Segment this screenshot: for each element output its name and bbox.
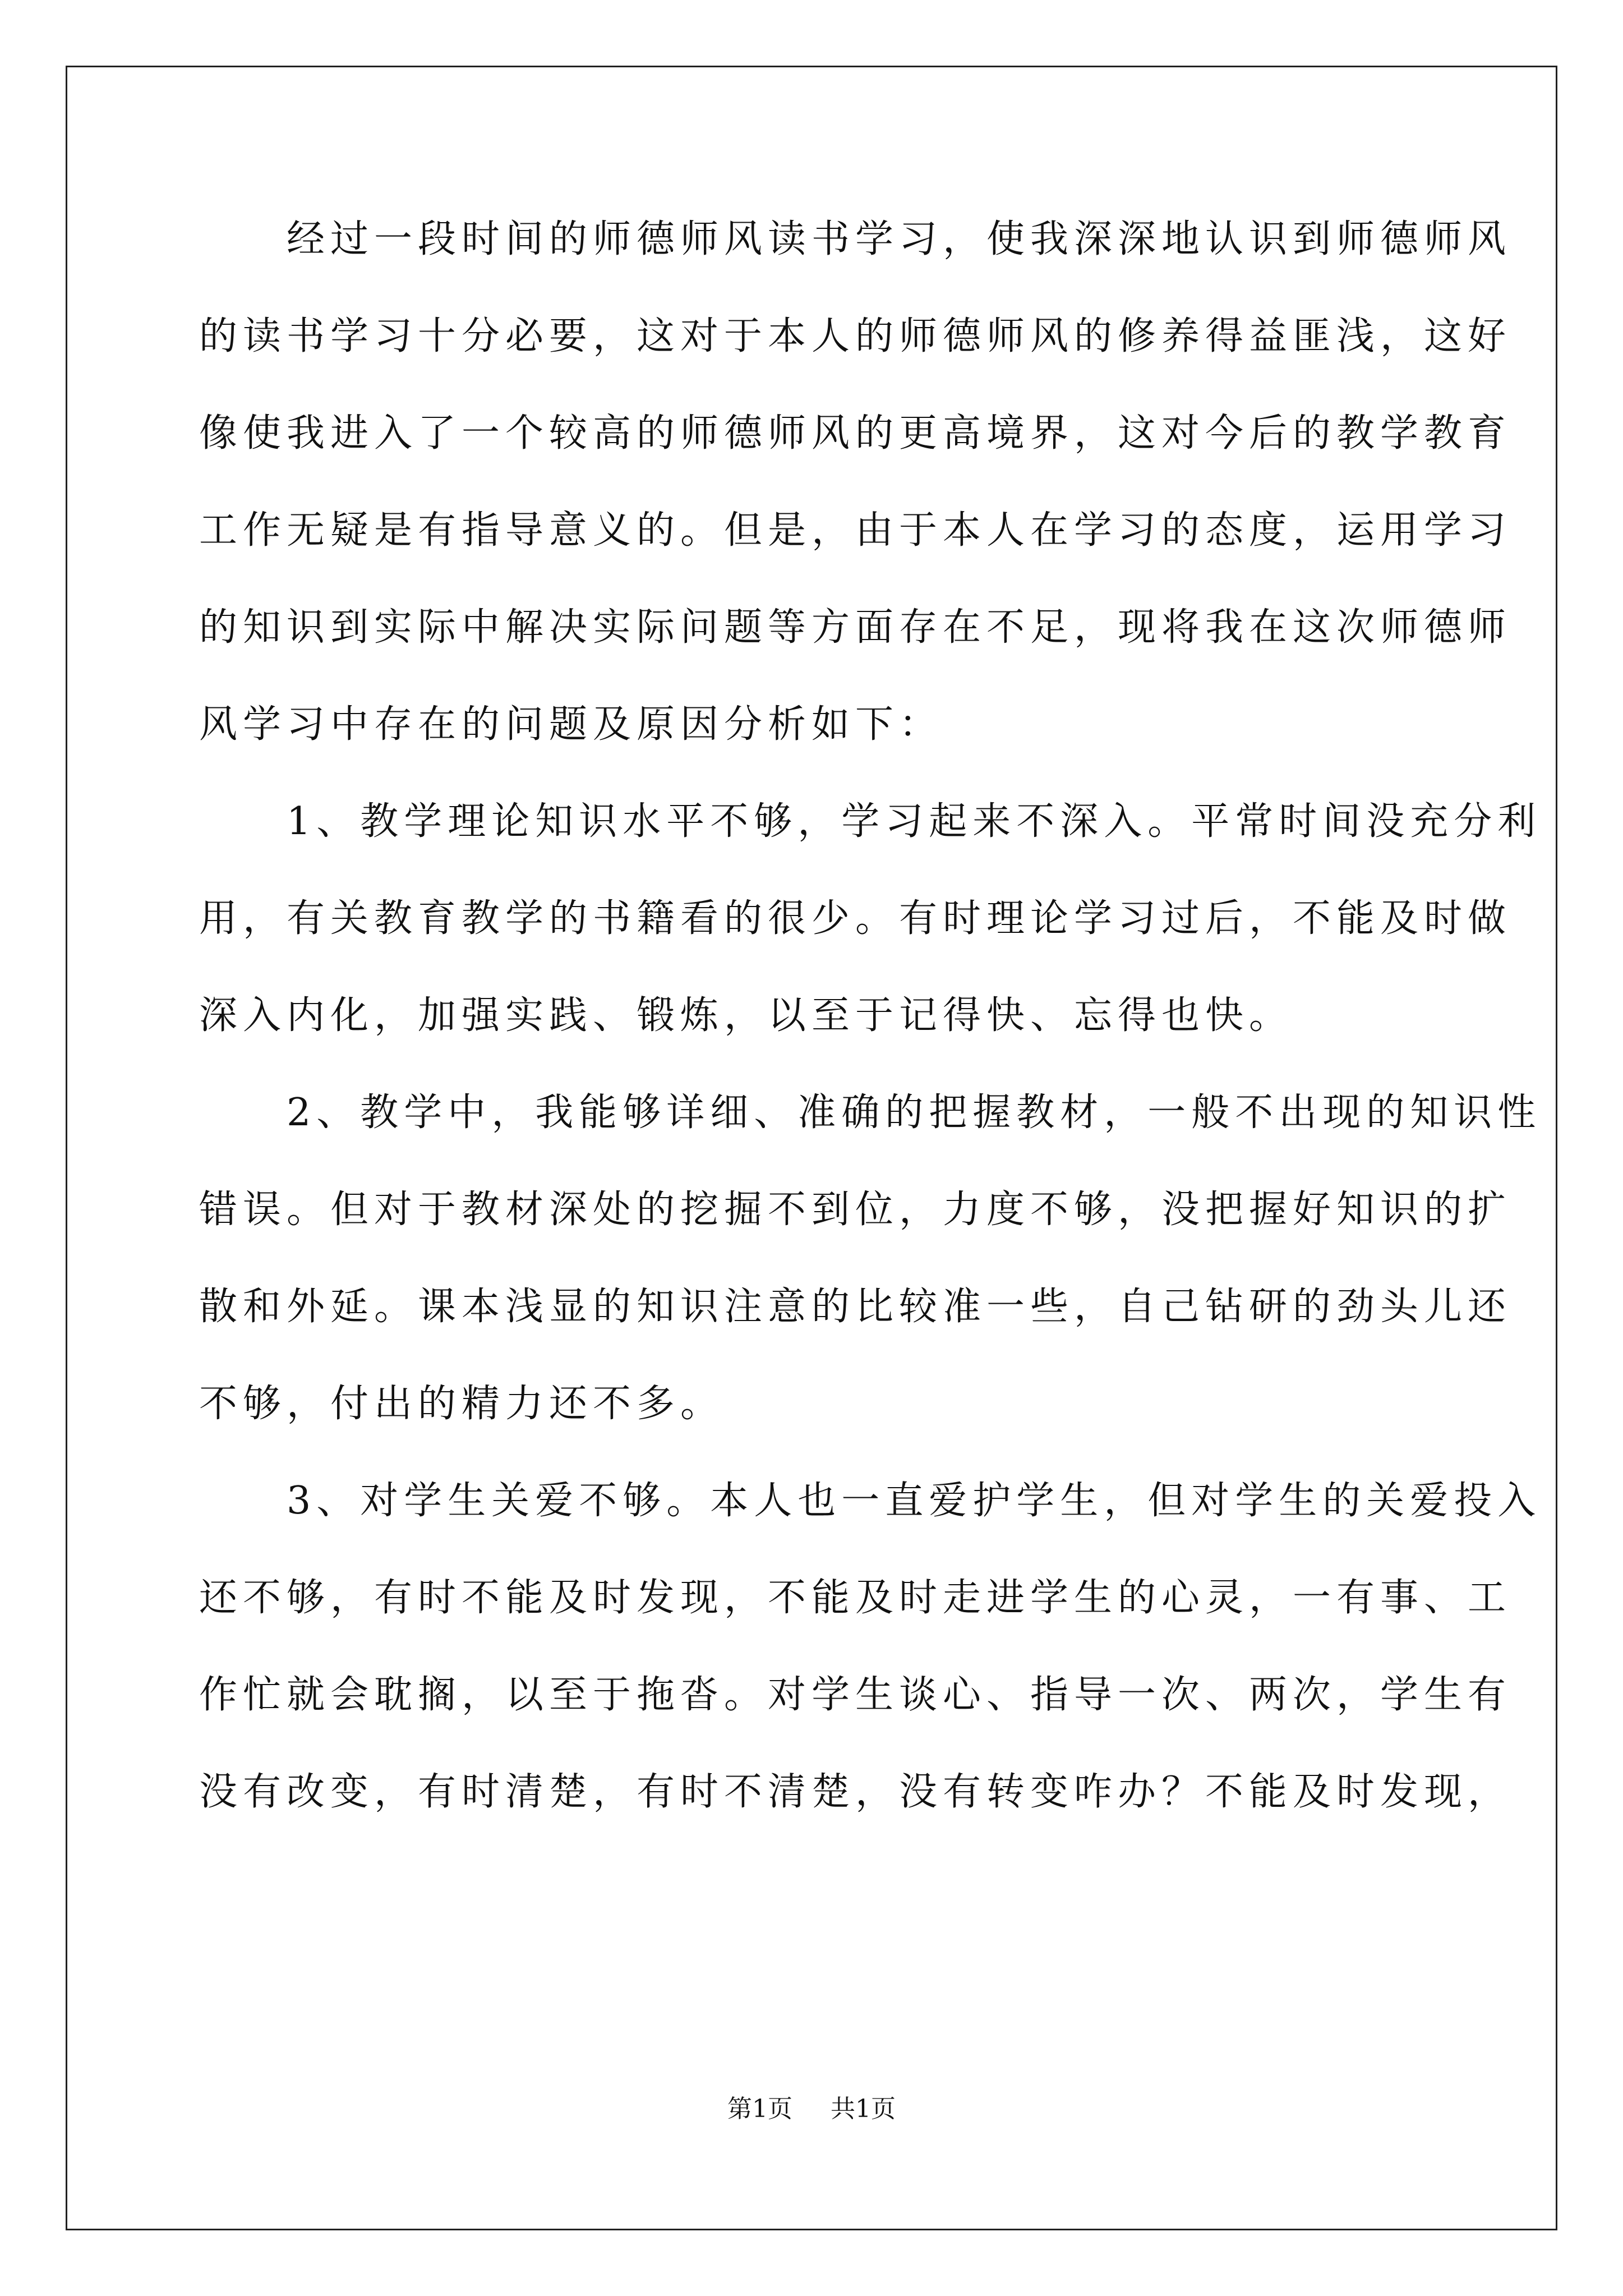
text-line: 用，有关教育教学的书籍看的很少。有时理论学习过后，不能及时做	[199, 896, 1512, 941]
page-footer	[0, 2092, 1623, 2126]
text-line: 深入内化，加强实践、锻炼，以至于记得快、忘得也快。	[199, 993, 1293, 1038]
page-number: 第1页	[727, 2095, 792, 2123]
text-line: 错误。但对于教材深处的挖掘不到位，力度不够，没把握好知识的扩	[199, 1188, 1512, 1232]
text-line: 没有改变，有时清楚，有时不清楚，没有转变咋办？不能及时发现，	[199, 1770, 1512, 1814]
text-line: 的读书学习十分必要，这对于本人的师德师风的修养得益匪浅，这好	[199, 314, 1512, 358]
text-line: 1、教学理论知识水平不够，学习起来不深入。平常时间没充分利	[199, 799, 1542, 844]
text-line: 散和外延。课本浅显的知识注意的比较准一些，自己钻研的劲头儿还	[199, 1285, 1512, 1329]
page-total: 共1页	[831, 2095, 896, 2123]
text-line: 像使我进入了一个较高的师德师风的更高境界，这对今后的教学教育	[199, 411, 1512, 455]
text-line: 不够，付出的精力还不多。	[199, 1382, 725, 1426]
text-line: 3、对学生关爱不够。本人也一直爱护学生，但对学生的关爱投入	[199, 1479, 1542, 1523]
text-line: 工作无疑是有指导意义的。但是，由于本人在学习的态度，运用学习	[199, 508, 1512, 553]
text-line: 风学习中存在的问题及原因分析如下：	[199, 702, 943, 747]
text-line: 作忙就会耽搁，以至于拖沓。对学生谈心、指导一次、两次，学生有	[199, 1673, 1512, 1717]
text-line: 2、教学中，我能够详细、准确的把握教材，一般不出现的知识性	[199, 1091, 1542, 1135]
text-line: 的知识到实际中解决实际问题等方面存在不足，现将我在这次师德师	[199, 605, 1512, 650]
text-line: 还不够，有时不能及时发现，不能及时走进学生的心灵，一有事、工	[199, 1576, 1512, 1620]
document-body	[199, 217, 1542, 1814]
text-line: 经过一段时间的师德师风读书学习，使我深深地认识到师德师风	[199, 217, 1512, 261]
